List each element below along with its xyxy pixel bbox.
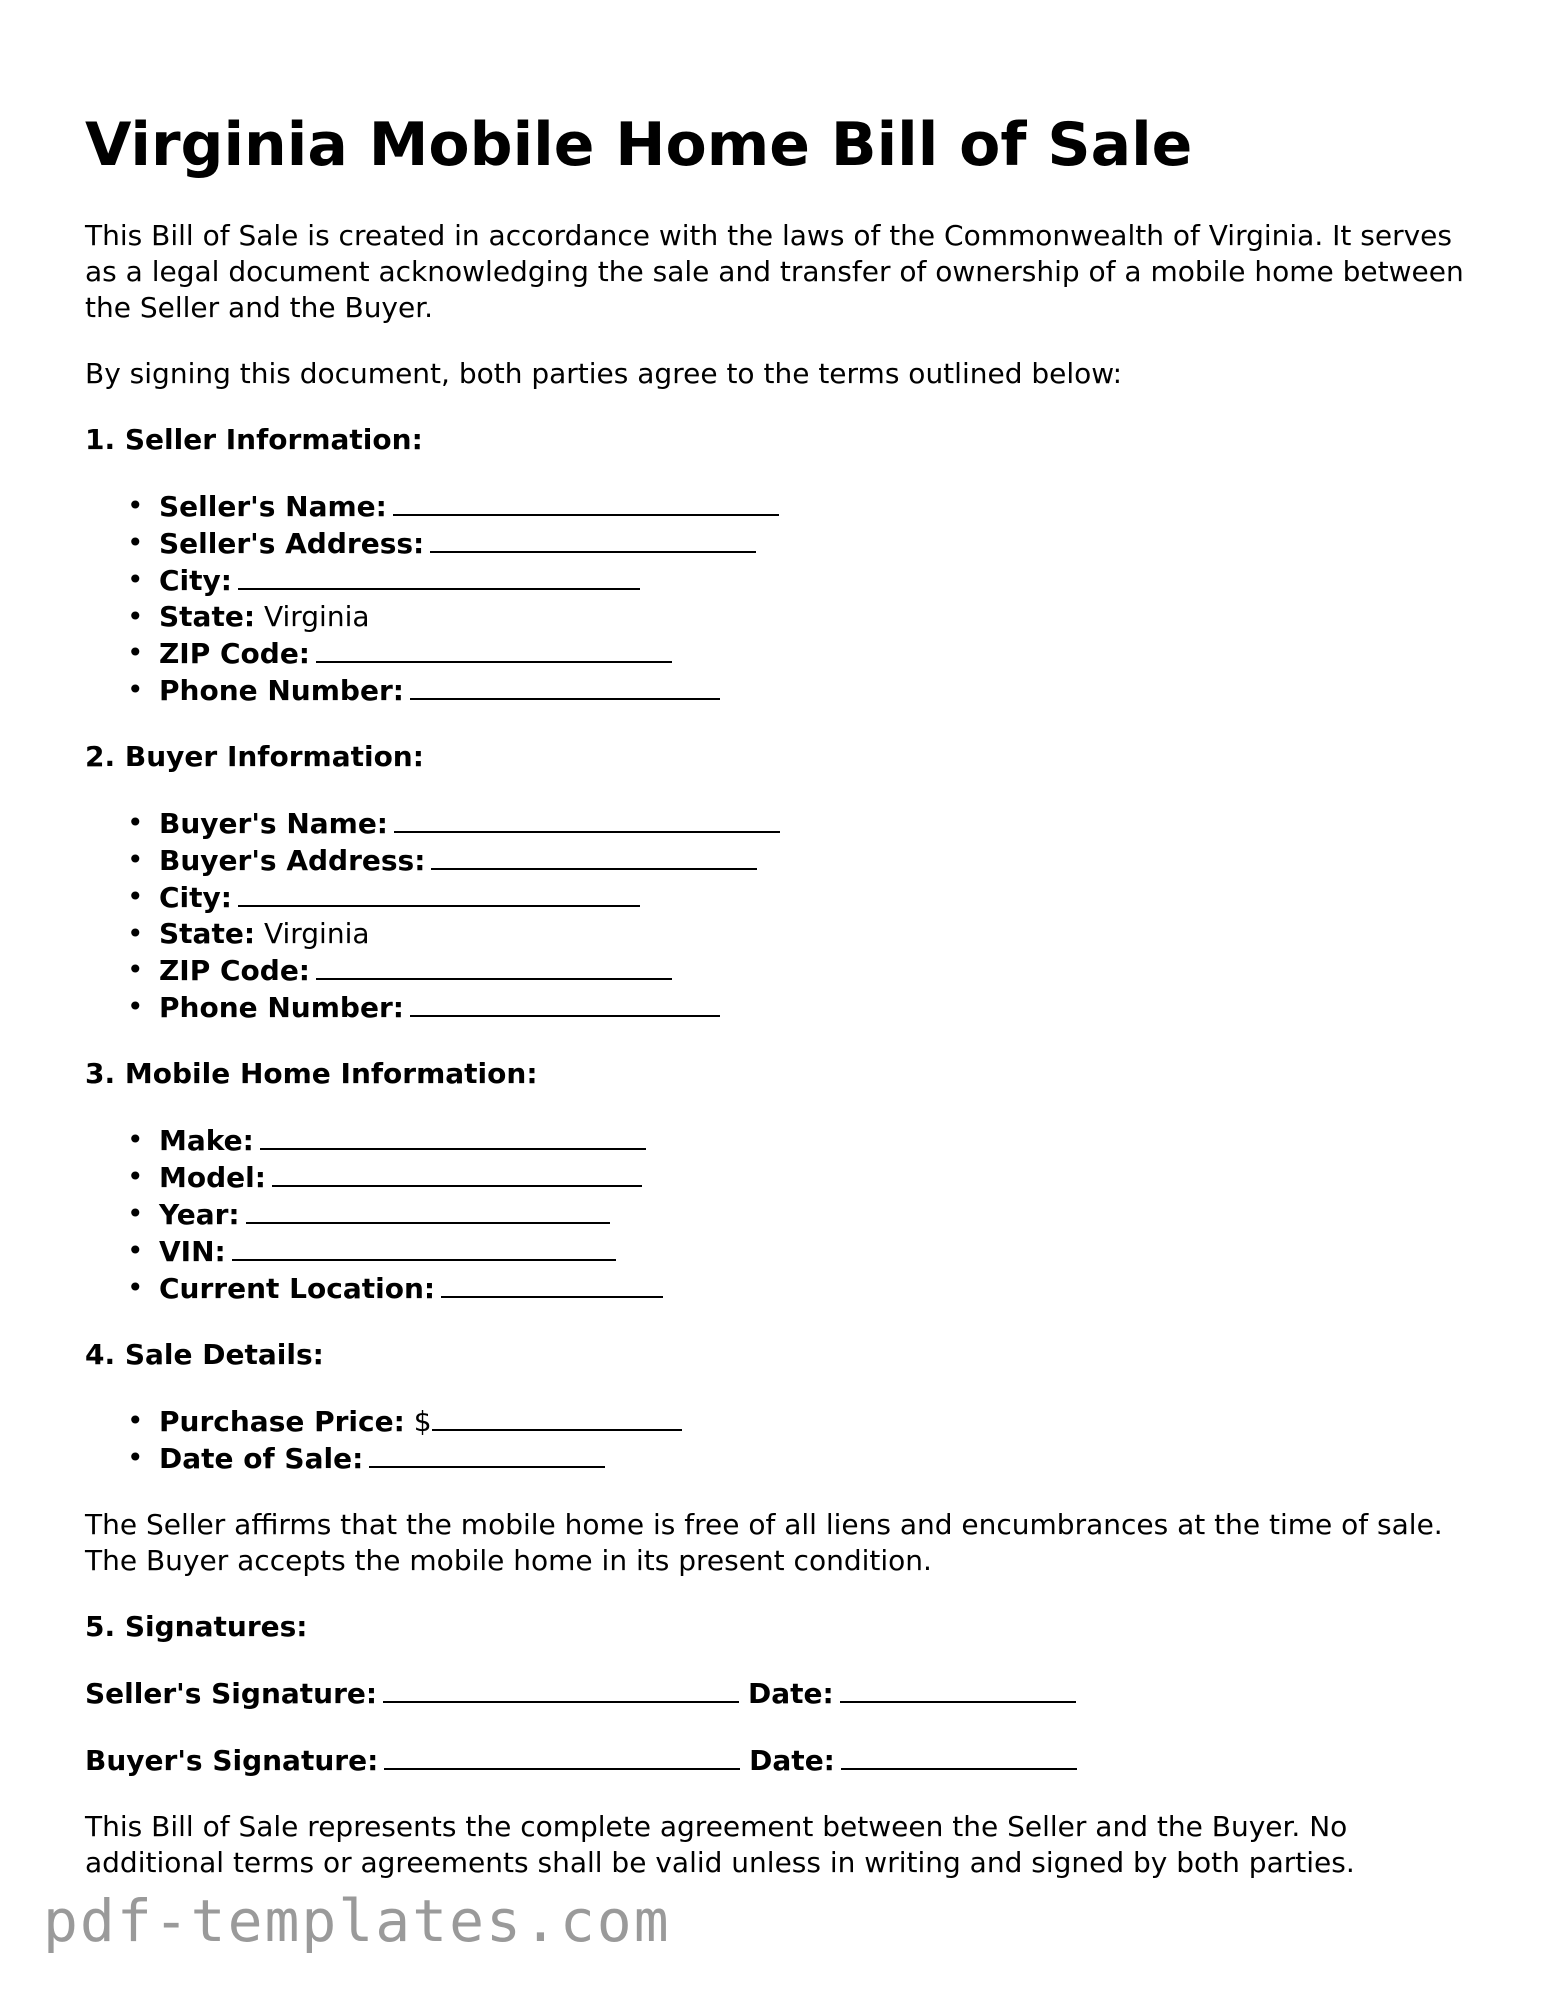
home-vin-item xyxy=(159,1233,1465,1270)
seller-city-label: City: xyxy=(159,564,232,597)
home-make-item xyxy=(159,1122,1465,1159)
sale-section-heading: 4. Sale Details: xyxy=(85,1338,324,1371)
seller-name-field[interactable] xyxy=(393,488,779,516)
sale-price-label: Purchase Price: xyxy=(159,1405,405,1438)
seller-signature-date-field[interactable] xyxy=(840,1675,1076,1703)
home-vin-field[interactable] xyxy=(232,1233,616,1261)
seller-phone-label: Phone Number: xyxy=(159,674,404,707)
seller-phone-field[interactable] xyxy=(410,672,720,700)
signatures-section-heading: 5. Signatures: xyxy=(85,1610,308,1643)
seller-signature-label: Seller's Signature: xyxy=(85,1677,378,1710)
buyer-city-label: City: xyxy=(159,881,232,914)
intro-paragraph: This Bill of Sale is created in accordance with the laws of the Commonwealth of Virginia. It serves as a legal document acknowledging the sale and transfer of ownership of a mobile home between the Seller and the Buyer. xyxy=(85,219,1464,324)
seller-signature-line xyxy=(85,1675,1465,1712)
sale-price-prefix: $ xyxy=(413,1405,432,1438)
buyer-zip-item xyxy=(159,952,1465,989)
seller-state-label: State: xyxy=(159,600,256,633)
seller-name-label: Seller's Name: xyxy=(159,490,387,523)
home-model-item xyxy=(159,1159,1465,1196)
home-year-label: Year: xyxy=(159,1198,240,1231)
buyer-state-value: Virginia xyxy=(263,917,370,950)
buyer-phone-label: Phone Number: xyxy=(159,991,404,1024)
buyer-zip-label: ZIP Code: xyxy=(159,954,311,987)
seller-signature-field[interactable] xyxy=(383,1675,739,1703)
buyer-address-field[interactable] xyxy=(431,842,757,870)
buyer-state-item xyxy=(159,916,1465,952)
sale-price-field[interactable] xyxy=(432,1403,682,1431)
buyer-city-item xyxy=(159,879,1465,916)
seller-address-item xyxy=(159,525,1465,562)
home-fields xyxy=(85,1122,1465,1307)
buyer-fields xyxy=(85,805,1465,1026)
watermark: pdf-templates.com xyxy=(43,1887,671,1955)
home-make-field[interactable] xyxy=(260,1122,646,1150)
home-make-label: Make: xyxy=(159,1124,254,1157)
seller-city-item xyxy=(159,562,1465,599)
sale-date-item xyxy=(159,1440,1465,1477)
home-model-field[interactable] xyxy=(272,1159,642,1187)
seller-name-item xyxy=(159,488,1465,525)
seller-zip-field[interactable] xyxy=(316,635,672,663)
seller-signature-date-label: Date: xyxy=(748,1677,834,1710)
buyer-name-field[interactable] xyxy=(394,805,780,833)
buyer-signature-line xyxy=(85,1742,1465,1779)
document-title: Virginia Mobile Home Bill of Sale xyxy=(85,110,1193,180)
seller-phone-item xyxy=(159,672,1465,709)
seller-zip-item xyxy=(159,635,1465,672)
buyer-address-label: Buyer's Address: xyxy=(159,844,426,877)
buyer-section-heading: 2. Buyer Information: xyxy=(85,740,424,773)
home-year-field[interactable] xyxy=(246,1196,610,1224)
buyer-signature-field[interactable] xyxy=(384,1742,740,1770)
document xyxy=(85,100,1465,1881)
buyer-state-label: State: xyxy=(159,917,256,950)
buyer-name-label: Buyer's Name: xyxy=(159,807,389,840)
buyer-city-field[interactable] xyxy=(238,879,640,907)
affirmation-paragraph: The Seller affirms that the mobile home is free of all liens and encumbrances at the time of sale. The Buyer accepts the mobile home in its present condition. xyxy=(85,1508,1443,1577)
buyer-signature-date-label: Date: xyxy=(749,1744,835,1777)
seller-address-field[interactable] xyxy=(430,525,756,553)
seller-fields xyxy=(85,488,1465,709)
buyer-signature-date-field[interactable] xyxy=(841,1742,1077,1770)
home-location-label: Current Location: xyxy=(159,1272,436,1305)
seller-zip-label: ZIP Code: xyxy=(159,637,311,670)
buyer-phone-field[interactable] xyxy=(410,989,720,1017)
sale-date-field[interactable] xyxy=(369,1440,605,1468)
seller-city-field[interactable] xyxy=(238,562,640,590)
home-model-label: Model: xyxy=(159,1161,266,1194)
sale-date-label: Date of Sale: xyxy=(159,1442,364,1475)
buyer-signature-label: Buyer's Signature: xyxy=(85,1744,379,1777)
buyer-address-item xyxy=(159,842,1465,879)
seller-section-heading: 1. Seller Information: xyxy=(85,423,423,456)
buyer-name-item xyxy=(159,805,1465,842)
buyer-phone-item xyxy=(159,989,1465,1026)
sale-price-item xyxy=(159,1403,1465,1440)
home-section-heading: 3. Mobile Home Information: xyxy=(85,1057,538,1090)
home-location-field[interactable] xyxy=(441,1270,663,1298)
home-location-item xyxy=(159,1270,1465,1307)
closing-paragraph: This Bill of Sale represents the complete agreement between the Seller and the Buyer. No additional terms or agreements shall be valid unless in writing and signed by both parties. xyxy=(85,1810,1355,1879)
sale-fields xyxy=(85,1403,1465,1477)
seller-address-label: Seller's Address: xyxy=(159,527,425,560)
agreement-paragraph: By signing this document, both parties agree to the terms outlined below: xyxy=(85,357,1123,390)
home-vin-label: VIN: xyxy=(159,1235,226,1268)
seller-state-item xyxy=(159,599,1465,635)
buyer-zip-field[interactable] xyxy=(316,952,672,980)
seller-state-value: Virginia xyxy=(263,600,370,633)
home-year-item xyxy=(159,1196,1465,1233)
